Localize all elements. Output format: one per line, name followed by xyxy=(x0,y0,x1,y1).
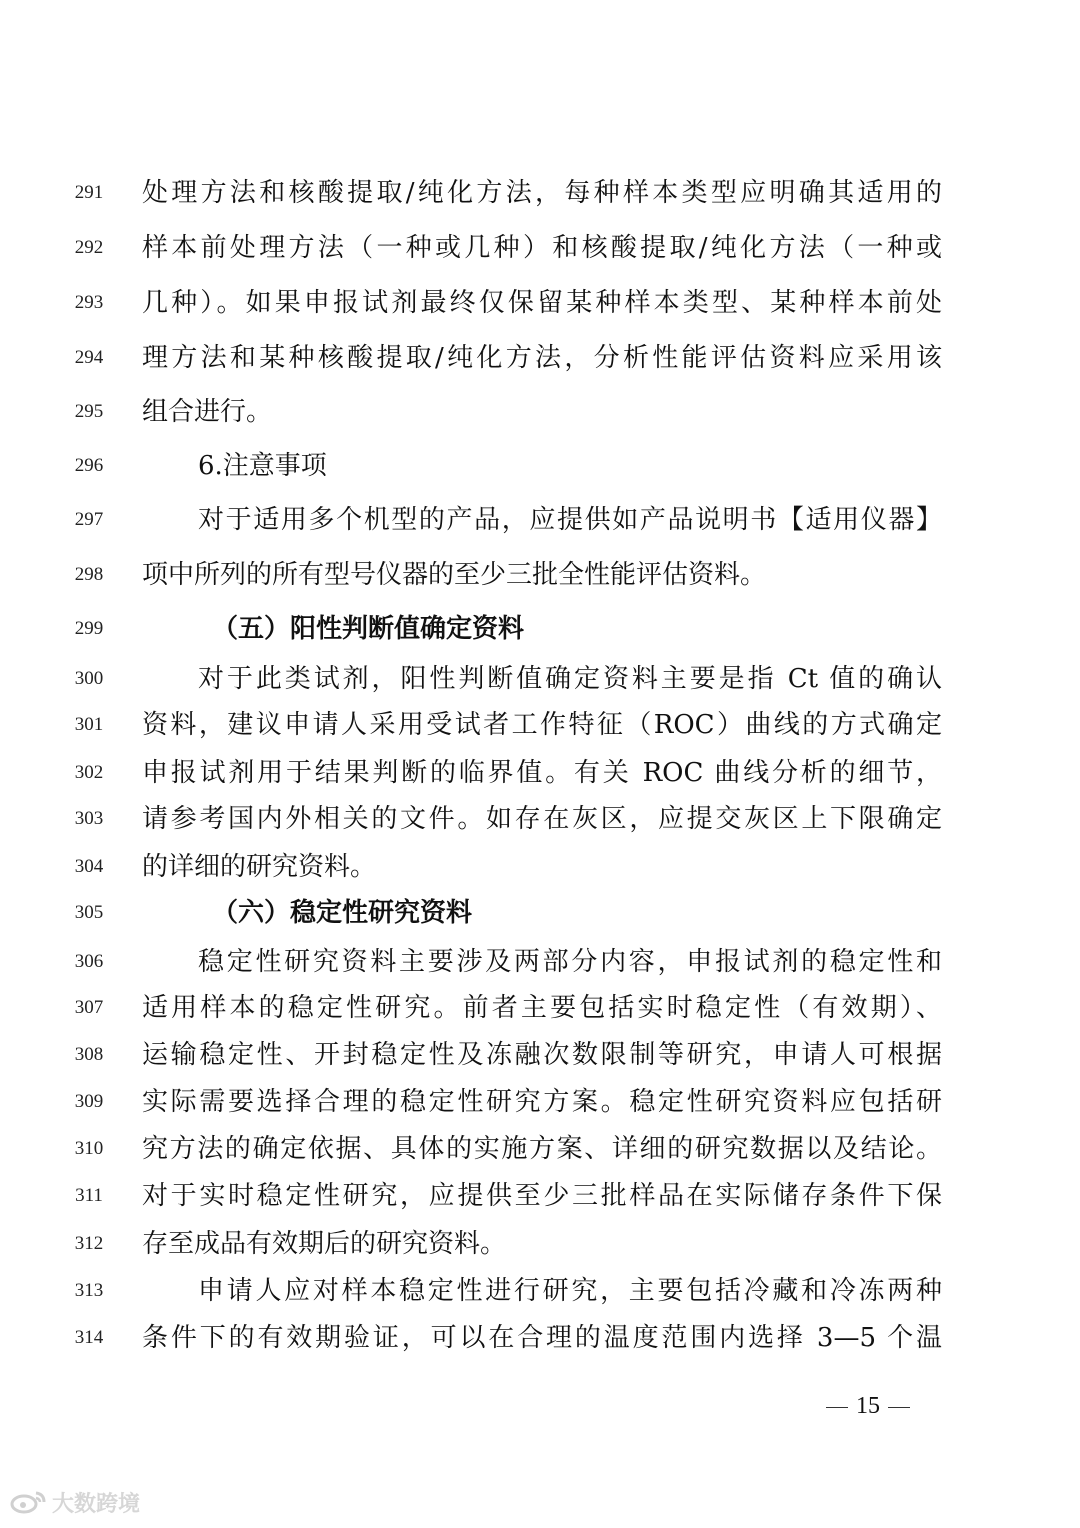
paragraph-text: 对于实时稳定性研究，应提供至少三批样品在实际储存条件下保 xyxy=(142,1181,942,1211)
text-line xyxy=(0,847,1080,887)
text-line xyxy=(0,173,1080,213)
text-line xyxy=(0,705,1080,745)
subsection-heading: 6.注意事项 xyxy=(198,451,327,481)
line-number: 293 xyxy=(74,292,104,313)
line-number: 306 xyxy=(74,951,104,972)
line-number: 294 xyxy=(74,347,104,368)
paragraph-text: 组合进行。 xyxy=(142,397,273,427)
paragraph-text: 资料，建议申请人采用受试者工作特征（ROC）曲线的方式确定 xyxy=(142,710,942,740)
text-line xyxy=(0,942,1080,982)
paragraph-text: 申请人应对样本稳定性进行研究，主要包括冷藏和冷冻两种 xyxy=(198,1276,942,1306)
paragraph-text: 请参考国内外相关的文件。如存在灰区，应提交灰区上下限确定 xyxy=(142,804,942,834)
section-heading: （六）稳定性研究资料 xyxy=(212,898,473,928)
line-number: 308 xyxy=(74,1044,104,1065)
paragraph-text: 条件下的有效期验证，可以在合理的温度范围内选择 3—5 个温 xyxy=(142,1323,942,1353)
page-footer xyxy=(818,1388,918,1424)
text-line xyxy=(0,500,1080,540)
page-number: 15 xyxy=(856,1393,880,1419)
line-number: 302 xyxy=(74,762,104,783)
text-line xyxy=(0,1224,1080,1264)
line-number: 312 xyxy=(74,1233,104,1254)
line-number: 291 xyxy=(74,182,104,203)
dash-decoration xyxy=(888,1407,910,1408)
line-number: 307 xyxy=(74,997,104,1018)
text-line xyxy=(0,1271,1080,1311)
line-number: 298 xyxy=(74,564,104,585)
paragraph-text: 对于此类试剂，阳性判断值确定资料主要是指 Ct 值的确认 xyxy=(198,664,942,694)
line-number: 301 xyxy=(74,714,104,735)
paragraph-text: 申报试剂用于结果判断的临界值。有关 ROC 曲线分析的细节， xyxy=(142,758,942,788)
text-line xyxy=(0,228,1080,268)
paragraph-text: 究方法的确定依据、具体的实施方案、详细的研究数据以及结论。 xyxy=(142,1134,942,1164)
paragraph-text: 的详细的研究资料。 xyxy=(142,852,377,882)
text-line xyxy=(0,446,1080,486)
paragraph-text: 对于适用多个机型的产品，应提供如产品说明书【适用仪器】 xyxy=(198,505,942,535)
paragraph-text: 理方法和某种核酸提取/纯化方法，分析性能评估资料应采用该 xyxy=(142,343,942,373)
text-line xyxy=(0,659,1080,699)
text-line xyxy=(0,1082,1080,1122)
text-line xyxy=(0,1035,1080,1075)
text-line xyxy=(0,1318,1080,1358)
text-line xyxy=(0,799,1080,839)
section-heading: （五）阳性判断值确定资料 xyxy=(212,614,525,644)
line-number: 303 xyxy=(74,808,104,829)
paragraph-text: 处理方法和核酸提取/纯化方法，每种样本类型应明确其适用的 xyxy=(142,178,942,208)
text-line xyxy=(0,1129,1080,1169)
line-number: 300 xyxy=(74,668,104,689)
line-number: 311 xyxy=(75,1185,103,1206)
line-number: 299 xyxy=(74,618,104,639)
text-line xyxy=(0,753,1080,793)
paragraph-text: 稳定性研究资料主要涉及两部分内容，申报试剂的稳定性和 xyxy=(198,947,942,977)
paragraph-text: 样本前处理方法（一种或几种）和核酸提取/纯化方法（一种或 xyxy=(142,233,942,263)
paragraph-text: 存至成品有效期后的研究资料。 xyxy=(142,1229,507,1259)
line-number: 314 xyxy=(74,1327,104,1348)
line-number: 310 xyxy=(74,1138,104,1159)
text-line xyxy=(0,555,1080,595)
line-number: 304 xyxy=(74,856,104,877)
text-line xyxy=(0,392,1080,432)
line-number: 313 xyxy=(74,1280,104,1301)
paragraph-text: 项中所列的所有型号仪器的至少三批全性能评估资料。 xyxy=(142,560,767,590)
line-number: 305 xyxy=(74,902,104,923)
text-line xyxy=(0,609,1080,649)
text-line xyxy=(0,338,1080,378)
text-line xyxy=(0,988,1080,1028)
line-number: 297 xyxy=(74,509,104,530)
paragraph-text: 实际需要选择合理的稳定性研究方案。稳定性研究资料应包括研 xyxy=(142,1087,942,1117)
weibo-logo-icon xyxy=(10,1489,48,1515)
line-number: 309 xyxy=(74,1091,104,1112)
text-line xyxy=(0,893,1080,933)
line-number: 295 xyxy=(74,401,104,422)
paragraph-text: 适用样本的稳定性研究。前者主要包括实时稳定性（有效期）、 xyxy=(142,993,942,1023)
paragraph-text: 几种）。如果申报试剂最终仅保留某种样本类型、某种样本前处 xyxy=(142,288,942,318)
watermark xyxy=(10,1485,140,1519)
dash-decoration xyxy=(826,1407,848,1408)
text-line xyxy=(0,1176,1080,1216)
text-line xyxy=(0,283,1080,323)
paragraph-text: 运输稳定性、开封稳定性及冻融次数限制等研究，申请人可根据 xyxy=(142,1040,942,1070)
watermark-text: 大数跨境 xyxy=(52,1491,141,1517)
line-number: 296 xyxy=(74,455,104,476)
line-number: 292 xyxy=(74,237,104,258)
